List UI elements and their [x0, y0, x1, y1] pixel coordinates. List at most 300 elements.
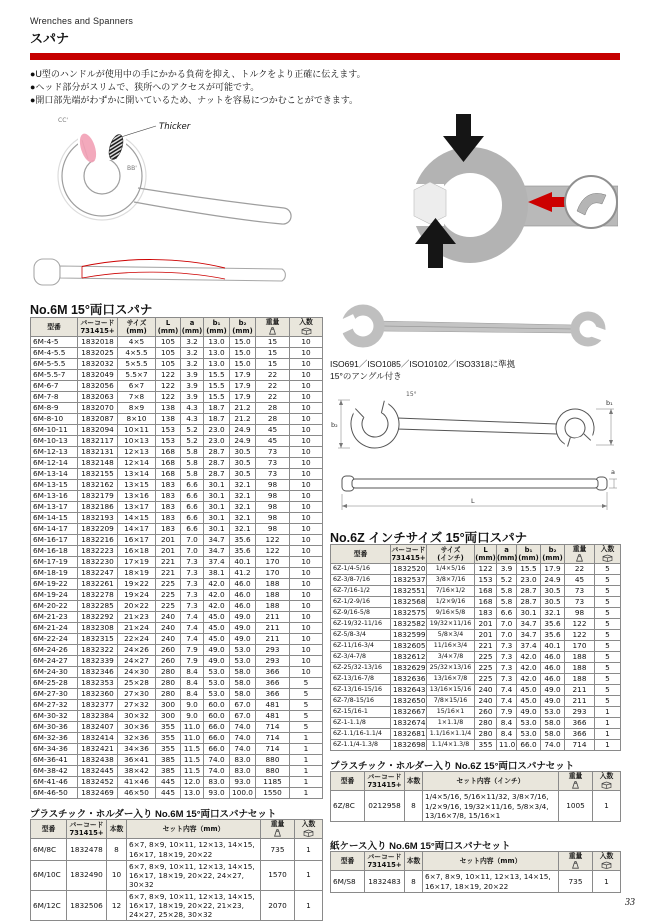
cell-model: 6M-6-7: [31, 381, 78, 392]
cell-model: 6M-13-17: [31, 502, 78, 513]
cell-qty: 10: [290, 337, 323, 348]
nut-silhouette: [414, 182, 446, 224]
cell-a: 7.0: [497, 619, 517, 630]
cell-size: 38×42: [118, 766, 156, 777]
col-count: 本数: [405, 772, 423, 791]
table-row: [331, 619, 621, 630]
cell-model: 6M/12C: [31, 891, 67, 921]
cell-length: 122: [475, 564, 497, 575]
down-arrow: [456, 114, 471, 136]
cell-contents: 6×7, 8×9, 10×11, 12×13, 14×15, 16×17, 18×19, 20×22: [127, 839, 261, 860]
cell-a: 7.3: [497, 663, 517, 674]
cell-length: 221: [156, 557, 181, 568]
cell-length: 280: [156, 678, 181, 689]
cell-weight: 45: [565, 575, 595, 586]
cell-qty: 1: [295, 891, 323, 921]
cell-weight: 293: [256, 645, 290, 656]
cell-barcode: 1832131: [78, 447, 118, 458]
cell-b1: 60.0: [204, 711, 230, 722]
cell-size: 13×14: [118, 469, 156, 480]
photo-handle: [376, 321, 575, 333]
cell-length: 225: [156, 590, 181, 601]
cell-length: 183: [156, 513, 181, 524]
cell-model: 6M-46-50: [31, 788, 78, 799]
table-row: [331, 685, 621, 696]
cell-model: 6M-24-26: [31, 645, 78, 656]
cell-a: 11.5: [181, 744, 204, 755]
cell-model: 6Z-7/8-15/16: [331, 696, 391, 707]
cell-model: 6M-38-42: [31, 766, 78, 777]
cell-b1: 66.0: [204, 722, 230, 733]
cell-b1: 42.0: [204, 601, 230, 612]
cell-weight: 22: [256, 392, 290, 403]
cell-qty: 10: [290, 392, 323, 403]
cell-a: 7.4: [181, 612, 204, 623]
cell-weight: 45: [256, 425, 290, 436]
cell-length: 240: [156, 612, 181, 623]
table-row: [31, 656, 323, 667]
cell-size: 5/8×3/4: [427, 630, 475, 641]
cell-b2: 15.0: [230, 359, 256, 370]
cell-qty: 1: [593, 871, 621, 892]
cell-weight: 366: [565, 729, 595, 740]
cell-model: 6M-5-5.5: [31, 359, 78, 370]
table-row: [31, 414, 323, 425]
cell-b1: 83.0: [204, 777, 230, 788]
cell-qty: 5: [595, 630, 621, 641]
comparison-diagram: [28, 110, 308, 253]
table-row: [31, 777, 323, 788]
cell-a: 6.6: [181, 502, 204, 513]
cell-model: 6Z-15/16-1: [331, 707, 391, 718]
cell-length: 445: [156, 777, 181, 788]
cell-weight: 122: [256, 535, 290, 546]
cell-b1: 49.0: [204, 645, 230, 656]
cell-qty: 5: [595, 575, 621, 586]
cell-model: 6M-20-22: [31, 601, 78, 612]
cell-qty: 10: [290, 656, 323, 667]
cell-qty: 10: [290, 513, 323, 524]
cell-length: 183: [156, 502, 181, 513]
cell-model: 6M-36-41: [31, 755, 78, 766]
cell-length: 355: [156, 744, 181, 755]
cell-a: 7.4: [497, 696, 517, 707]
cell-b1: 34.7: [204, 535, 230, 546]
cell-qty: 10: [290, 425, 323, 436]
cell-a: 11.0: [181, 722, 204, 733]
cell-qty: 5: [290, 700, 323, 711]
cell-model: 6M-14-15: [31, 513, 78, 524]
cell-a: 4.3: [181, 403, 204, 414]
cell-length: 122: [156, 392, 181, 403]
cell-barcode: 1832445: [78, 766, 118, 777]
cell-size: 1/2×9/16: [427, 597, 475, 608]
cell-size: 10×13: [118, 436, 156, 447]
cell-barcode: 1832674: [391, 718, 427, 729]
cell-qty: 5: [595, 586, 621, 597]
cell-barcode: 1832698: [391, 740, 427, 751]
cell-b1: 42.0: [517, 663, 541, 674]
cell-qty: 10: [290, 612, 323, 623]
table-row: [31, 744, 323, 755]
cell-b1: 23.0: [517, 575, 541, 586]
table-row: [331, 696, 621, 707]
cell-qty: 1: [595, 729, 621, 740]
cell-barcode: 1832636: [391, 674, 427, 685]
cell-model: 6M-16-18: [31, 546, 78, 557]
page-number: 33: [625, 897, 635, 908]
cell-b1: 53.0: [204, 667, 230, 678]
cell-b2: 67.0: [230, 711, 256, 722]
cell-weight: 73: [565, 597, 595, 608]
table-row: [331, 729, 621, 740]
cell-weight: 28: [256, 403, 290, 414]
table-row: [31, 722, 323, 733]
table-row: [331, 791, 621, 821]
iso-note: ISO691／ISO1085／ISO10102／ISO3318に準拠: [330, 359, 516, 369]
cell-length: 225: [156, 601, 181, 612]
cell-a: 6.6: [181, 513, 204, 524]
col-weight: 重量: [256, 318, 290, 337]
handle-side-outline: [60, 266, 285, 281]
cell-length: 105: [156, 359, 181, 370]
cell-a: 9.0: [181, 700, 204, 711]
table-row: [331, 641, 621, 652]
cell-weight: 880: [256, 755, 290, 766]
table-row: [331, 597, 621, 608]
cell-barcode: 1832605: [391, 641, 427, 652]
cell-a: 5.2: [497, 575, 517, 586]
cell-barcode: 1832551: [391, 586, 427, 597]
cell-size: 13×16: [118, 491, 156, 502]
col-length: L (mm): [156, 318, 181, 337]
cell-b2: 35.6: [541, 630, 565, 641]
cell-size: 7/8×15/16: [427, 696, 475, 707]
cell-qty: 5: [595, 641, 621, 652]
cell-a: 3.9: [181, 370, 204, 381]
table-row: [31, 436, 323, 447]
cell-b2: 49.0: [541, 685, 565, 696]
cell-b1: 37.4: [204, 557, 230, 568]
table-row: [31, 491, 323, 502]
cell-a: 7.3: [181, 601, 204, 612]
cell-model: 6M-4-5.5: [31, 348, 78, 359]
header-row: [331, 772, 621, 791]
cell-a: 8.4: [497, 729, 517, 740]
cell-length: 280: [156, 667, 181, 678]
cell-weight: 188: [256, 601, 290, 612]
cc-label: CC': [58, 117, 69, 124]
cell-model: 6Z-1.1/16-1.1/4: [331, 729, 391, 740]
cell-model: 6M-21-23: [31, 612, 78, 623]
col-count: 本数: [405, 852, 423, 871]
cell-length: 225: [156, 579, 181, 590]
cell-size: 1/4×5/16: [427, 564, 475, 575]
cell-model: 6M-27-30: [31, 689, 78, 700]
cell-length: 168: [475, 597, 497, 608]
set-table-paper: [330, 851, 621, 893]
col-weight: 重量: [565, 545, 595, 564]
l-dim-label: L: [471, 497, 475, 505]
head-inner-outline: [84, 158, 120, 194]
table-row: [31, 623, 323, 634]
cell-count: 8: [405, 871, 423, 892]
cell-model: 6Z/8C: [331, 791, 365, 821]
cell-b2: 49.0: [541, 696, 565, 707]
cell-qty: 1: [595, 740, 621, 751]
cell-model: 6Z-5/8-3/4: [331, 630, 391, 641]
header-row: [31, 318, 323, 337]
cell-qty: 10: [290, 359, 323, 370]
cell-b1: 42.0: [517, 652, 541, 663]
cell-b2: 46.0: [541, 663, 565, 674]
cell-a: 7.9: [181, 645, 204, 656]
table-row: [31, 337, 323, 348]
cell-size: 14×17: [118, 524, 156, 535]
cell-size: 27×30: [118, 689, 156, 700]
table-row: [331, 575, 621, 586]
cell-qty: 10: [290, 502, 323, 513]
cell-model: 6M-14-17: [31, 524, 78, 535]
cell-a: 6.6: [181, 480, 204, 491]
cell-model: 6Z-1-1.1/8: [331, 718, 391, 729]
cell-a: 7.9: [497, 707, 517, 718]
cell-b1: 42.0: [517, 674, 541, 685]
cell-barcode: 1832629: [391, 663, 427, 674]
cell-b2: 30.5: [541, 586, 565, 597]
cell-b1: 28.7: [517, 597, 541, 608]
cell-a: 3.9: [181, 392, 204, 403]
col-a: a (mm): [497, 546, 518, 563]
cell-size: 5.5×7: [118, 370, 156, 381]
cell-length: 221: [156, 568, 181, 579]
cell-weight: 98: [256, 513, 290, 524]
cell-size: 3/4×7/8: [427, 652, 475, 663]
box-icon: [602, 554, 613, 562]
cell-b2: 83.0: [230, 755, 256, 766]
cell-length: 153: [475, 575, 497, 586]
cell-size: 27×32: [118, 700, 156, 711]
table-row: [331, 871, 621, 892]
cell-b2: 35.6: [230, 546, 256, 557]
table-row: [31, 612, 323, 623]
cell-qty: 10: [290, 546, 323, 557]
table-row: [31, 535, 323, 546]
table-row: [31, 359, 323, 370]
cell-model: 6M-12-14: [31, 458, 78, 469]
cell-size: 18×19: [118, 568, 156, 579]
cell-b2: 53.0: [541, 707, 565, 718]
cell-a: 7.3: [497, 652, 517, 663]
cell-b2: 24.9: [230, 425, 256, 436]
cell-qty: 10: [290, 469, 323, 480]
cell-weight: 22: [565, 564, 595, 575]
cell-barcode: 1832056: [78, 381, 118, 392]
cell-b2: 32.1: [230, 491, 256, 502]
col-weight: 重量: [559, 852, 593, 871]
cell-qty: 5: [290, 689, 323, 700]
cell-barcode: 1832247: [78, 568, 118, 579]
cell-model: 6M-5.5-7: [31, 370, 78, 381]
cell-barcode: 1832339: [78, 656, 118, 667]
cell-b1: 66.0: [204, 733, 230, 744]
col-b1: b₁ (mm): [204, 318, 230, 337]
cell-size: 16×18: [118, 546, 156, 557]
cell-b2: 53.0: [230, 645, 256, 656]
cell-barcode: 1832155: [78, 469, 118, 480]
cell-weight: 211: [565, 685, 595, 696]
drawing-left-head: [344, 387, 405, 454]
cell-barcode: 1832162: [78, 480, 118, 491]
cell-b2: 21.2: [230, 414, 256, 425]
cell-a: 5.8: [181, 447, 204, 458]
cell-barcode: 1832148: [78, 458, 118, 469]
cell-b1: 15.5: [204, 381, 230, 392]
cell-length: 168: [156, 458, 181, 469]
cell-qty: 1: [595, 718, 621, 729]
cell-a: 7.3: [181, 557, 204, 568]
cell-qty: 10: [290, 557, 323, 568]
cell-qty: 10: [290, 634, 323, 645]
cell-size: 10×11: [118, 425, 156, 436]
cell-barcode: 1832018: [78, 337, 118, 348]
feature-list: [30, 68, 596, 107]
cell-contents: 6×7, 8×9, 10×11, 12×13, 14×15, 16×17, 18×19, 20×22, 24×27, 30×32: [127, 860, 261, 890]
cell-barcode: 1832025: [78, 348, 118, 359]
cell-barcode: 1832209: [78, 524, 118, 535]
cell-barcode: 1832520: [391, 564, 427, 575]
cell-b2: 32.1: [541, 608, 565, 619]
cell-weight: 2070: [261, 891, 295, 921]
cell-length: 280: [156, 689, 181, 700]
cell-size: 4×5.5: [118, 348, 156, 359]
cell-a: 6.6: [181, 524, 204, 535]
cell-length: 183: [475, 608, 497, 619]
col-model: 型番: [331, 545, 391, 564]
cell-size: 13/16×15/16: [427, 685, 475, 696]
cell-length: 105: [156, 348, 181, 359]
cell-weight: 188: [565, 663, 595, 674]
cell-weight: 1550: [256, 788, 290, 799]
drawing-handle: [397, 418, 557, 434]
col-qty: 入数: [595, 545, 621, 564]
cell-model: 6M-10-11: [31, 425, 78, 436]
cell-length: 260: [156, 645, 181, 656]
cell-barcode: 1832478: [67, 839, 107, 860]
col-size: サイズ (mm): [118, 318, 156, 337]
cell-barcode: 1832285: [78, 601, 118, 612]
cell-qty: 1: [290, 777, 323, 788]
section-title-set-6z: プラスチック・ホルダー入り No.6Z 15°両口スパナセット: [330, 761, 575, 772]
cell-weight: 170: [256, 557, 290, 568]
spec-table-6z: [330, 544, 621, 751]
cell-weight: 481: [256, 711, 290, 722]
cell-b2: 32.1: [230, 502, 256, 513]
cell-model: 6M/8C: [31, 839, 67, 860]
col-barcode: バーコード 731415+: [67, 820, 107, 839]
table-row: [31, 425, 323, 436]
cell-qty: 10: [290, 568, 323, 579]
cell-b2: 32.1: [230, 524, 256, 535]
cell-size: 9/16×5/8: [427, 608, 475, 619]
cell-qty: 10: [290, 447, 323, 458]
cell-weight: 211: [565, 696, 595, 707]
cell-weight: 366: [565, 718, 595, 729]
cell-model: 6Z-1/2-9/16: [331, 597, 391, 608]
cell-qty: 5: [595, 674, 621, 685]
cell-weight: 211: [256, 623, 290, 634]
box-icon: [601, 781, 612, 789]
cell-a: 7.9: [181, 656, 204, 667]
table-row: [331, 674, 621, 685]
cell-barcode: 1832537: [391, 575, 427, 586]
cell-qty: 1: [290, 733, 323, 744]
cell-weight: 293: [256, 656, 290, 667]
cell-barcode: 1832407: [78, 722, 118, 733]
cell-barcode: 1832667: [391, 707, 427, 718]
dimension-drawing: [330, 384, 620, 529]
cell-b1: 15.5: [517, 564, 541, 575]
cell-length: 138: [156, 414, 181, 425]
cell-weight: 170: [256, 568, 290, 579]
weight-icon: [268, 327, 277, 335]
cell-qty: 1: [595, 707, 621, 718]
cell-size: 19×24: [118, 590, 156, 601]
cell-qty: 10: [290, 579, 323, 590]
set-table-6m: [30, 819, 323, 921]
cell-model: 6M-16-17: [31, 535, 78, 546]
cell-length: 280: [475, 718, 497, 729]
table-row: [31, 469, 323, 480]
cell-length: 355: [156, 722, 181, 733]
cell-model: 6M-32-36: [31, 733, 78, 744]
col-model: 型番: [31, 820, 67, 839]
cell-a: 7.3: [181, 568, 204, 579]
table-row: [331, 663, 621, 674]
cell-qty: 10: [290, 590, 323, 601]
cell-model: 6M-27-32: [31, 700, 78, 711]
cell-length: 355: [156, 733, 181, 744]
cell-b1: 49.0: [517, 707, 541, 718]
cell-size: 5×5.5: [118, 359, 156, 370]
cell-qty: 5: [290, 678, 323, 689]
cell-a: 11.0: [181, 733, 204, 744]
cell-qty: 10: [290, 623, 323, 634]
cell-a: 7.3: [497, 674, 517, 685]
cell-weight: 170: [565, 641, 595, 652]
cell-length: 201: [475, 619, 497, 630]
cell-weight: 188: [256, 590, 290, 601]
cell-b1: 34.7: [204, 546, 230, 557]
table-row: [31, 601, 323, 612]
jaw-grip-photo: [318, 112, 618, 297]
cell-model: 6Z-3/8-7/16: [331, 575, 391, 586]
cell-size: 21×24: [118, 623, 156, 634]
cell-weight: 1570: [261, 860, 295, 890]
cell-b1: 30.1: [204, 524, 230, 535]
cell-model: 6Z-13/16-15/16: [331, 685, 391, 696]
cell-barcode: 1832575: [391, 608, 427, 619]
cell-qty: 10: [290, 348, 323, 359]
cell-weight: 481: [256, 700, 290, 711]
box-icon: [303, 829, 314, 837]
cell-contents: 6×7, 8×9, 10×11, 12×13, 14×15, 16×17, 18×19, 20×22, 21×23, 24×27, 25×28, 30×32: [127, 891, 261, 921]
cell-barcode: 1832414: [78, 733, 118, 744]
cell-size: 3/8×7/16: [427, 575, 475, 586]
col-contents: セット内容（mm）: [423, 852, 559, 871]
cell-size: 13/16×7/8: [427, 674, 475, 685]
col-length: L (mm): [475, 546, 496, 563]
